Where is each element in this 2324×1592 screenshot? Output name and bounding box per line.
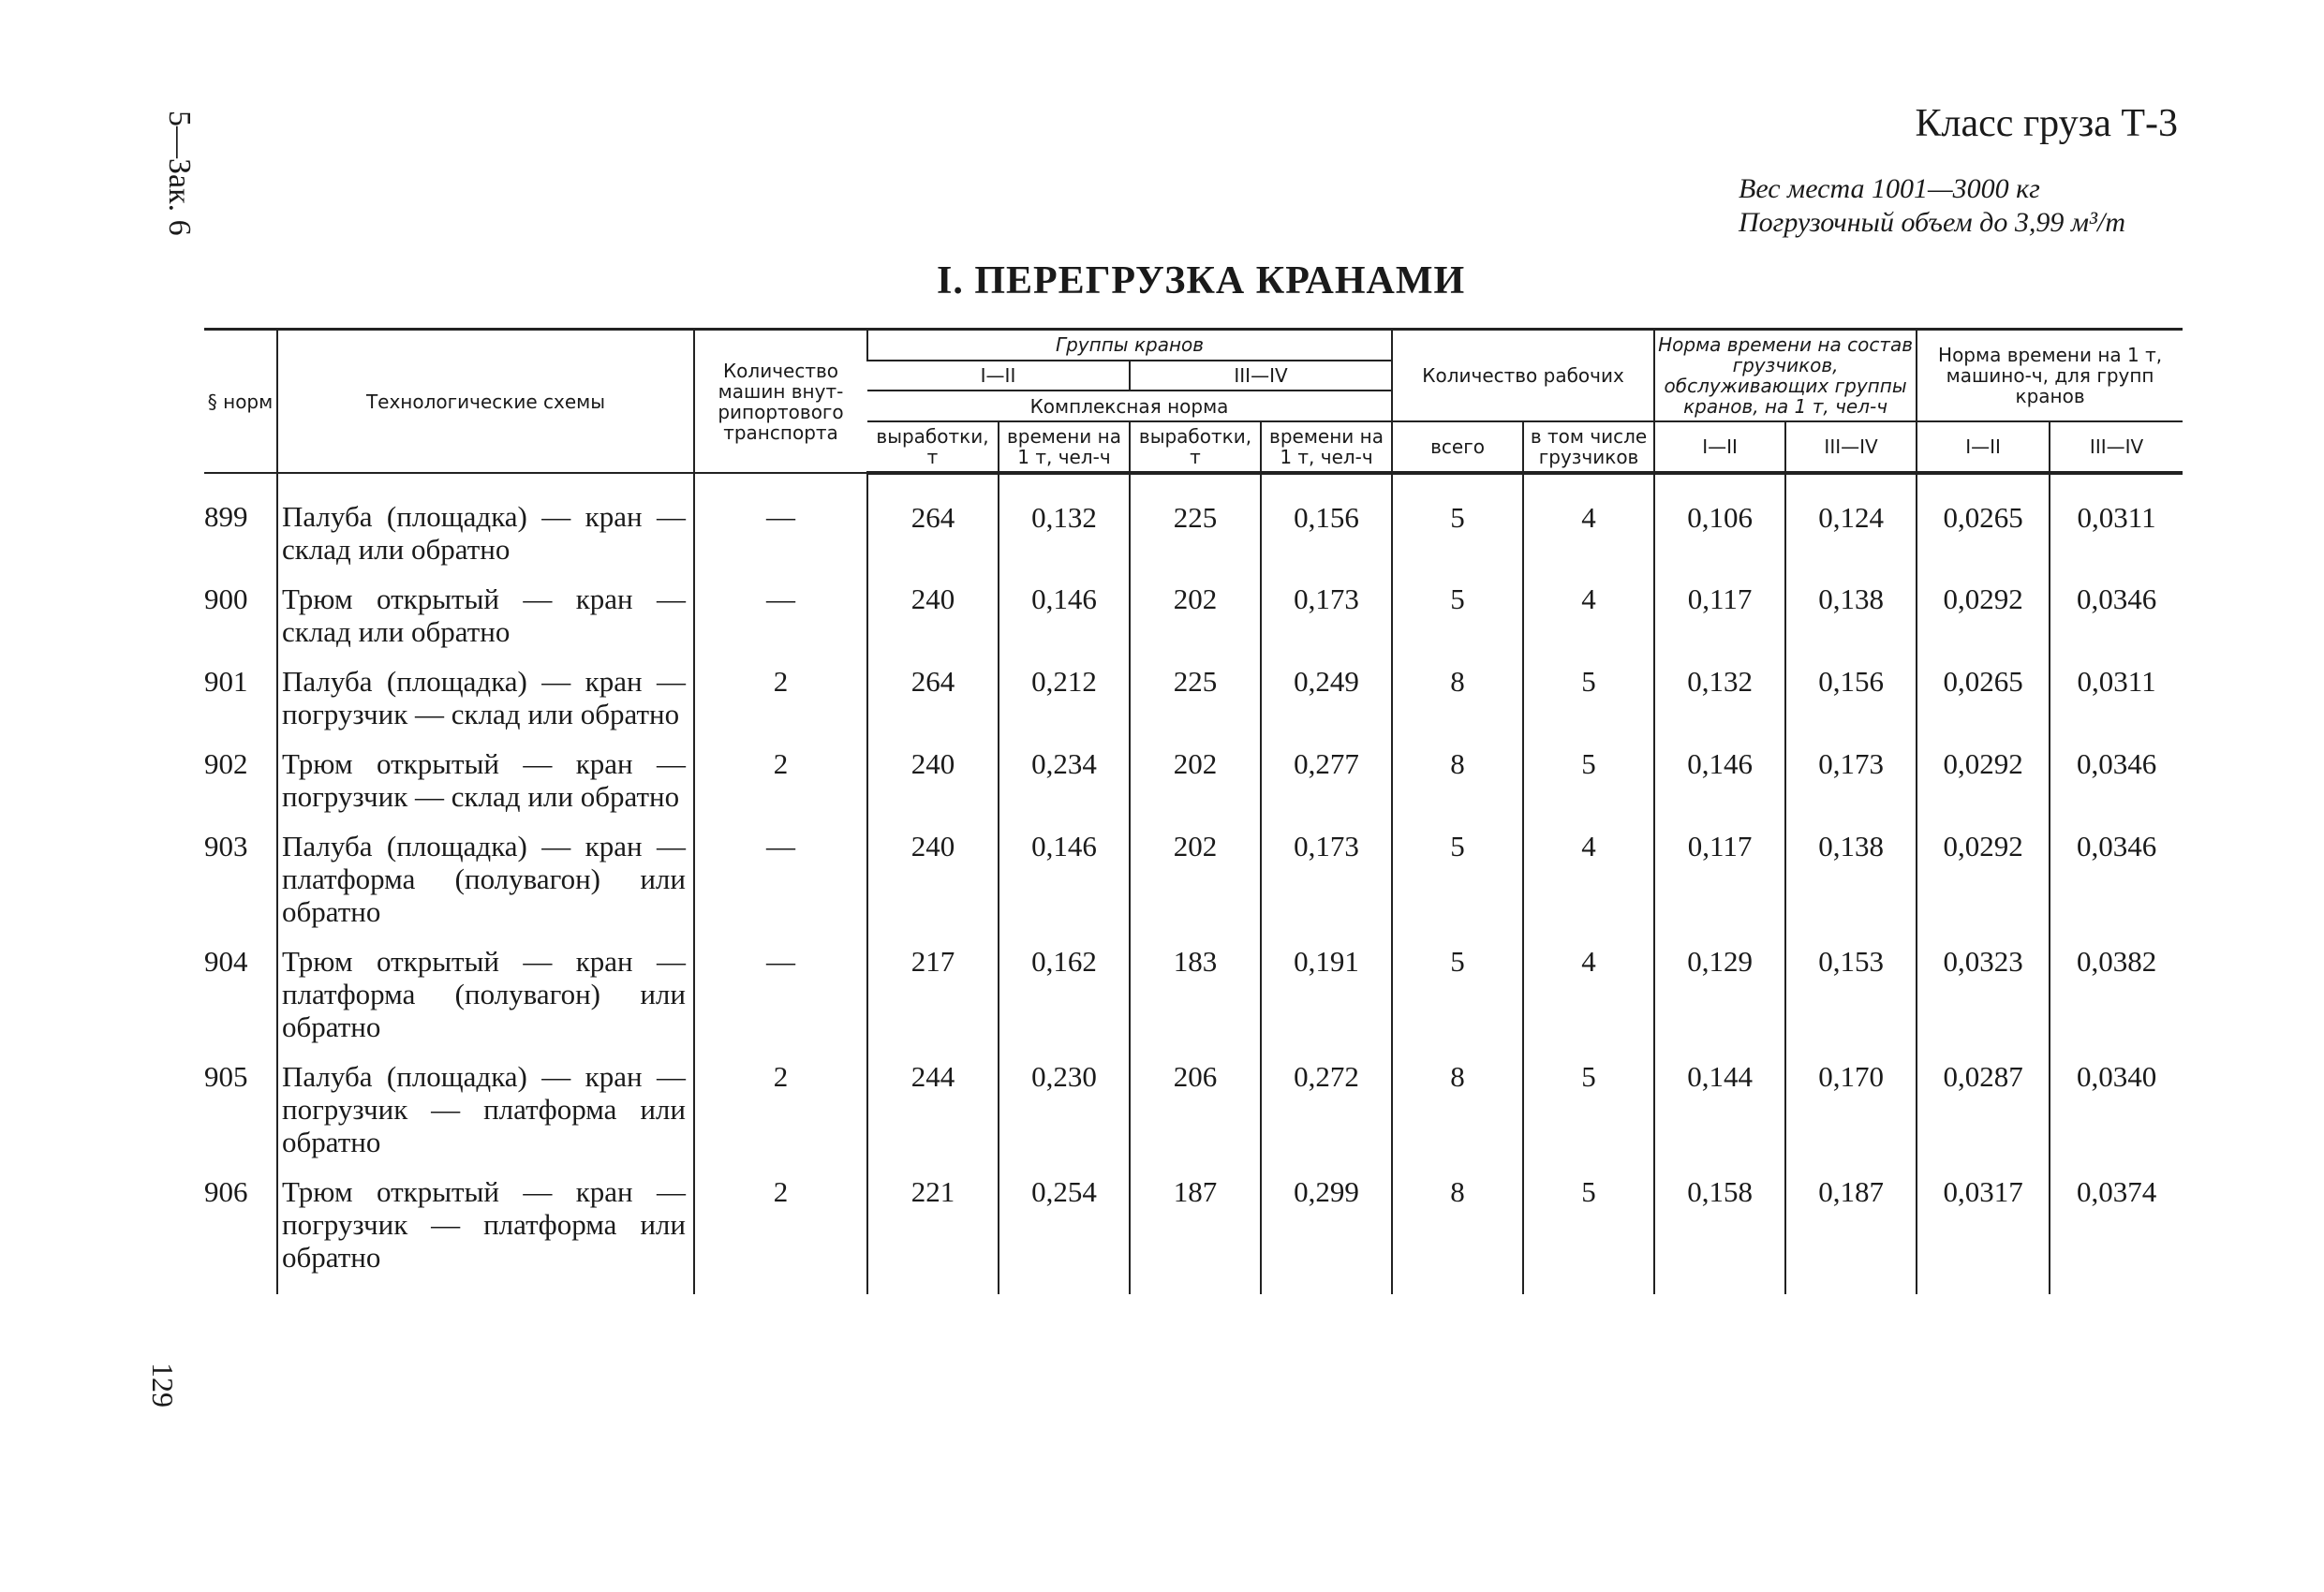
- cell-workers-loaders: 5: [1523, 730, 1654, 813]
- cell-workers-loaders: 5: [1523, 1043, 1654, 1158]
- cell-workers-total: 5: [1392, 566, 1523, 648]
- cell-scheme: Трюм открытый — кран — платформа (полувагон) или обратно: [277, 928, 694, 1043]
- cell-loaders-norm-1-2: 0,106: [1654, 473, 1785, 566]
- cell-norm-number: 904: [204, 945, 248, 978]
- cell-loaders-norm-1-2: 0,146: [1654, 730, 1785, 813]
- cell-machines: 2: [694, 648, 867, 730]
- cell-time-1-2: 0,212: [999, 648, 1130, 730]
- cell-machines: 2: [694, 1158, 867, 1294]
- cell-machine-norm-3-4: 0,0374: [2050, 1158, 2183, 1294]
- cell-output-1-2: 217: [867, 928, 999, 1043]
- cell-machines: —: [694, 566, 867, 648]
- cell-loaders-norm-1-2: 0,117: [1654, 813, 1785, 928]
- cell-workers-total: 8: [1392, 730, 1523, 813]
- table-row: [204, 1043, 2183, 1158]
- cell-norm-number: 901: [204, 665, 248, 698]
- cargo-class-title: Класс груза Т-3: [1915, 102, 2178, 145]
- cell-machine-norm-1-2: 0,0323: [1917, 928, 2050, 1043]
- cell-loaders-norm-1-2: 0,129: [1654, 928, 1785, 1043]
- cell-machines: —: [694, 813, 867, 928]
- header-crane-groups: Группы кранов: [867, 330, 1392, 361]
- header-complex-norm: Комплексная норма: [867, 391, 1392, 421]
- cell-output-1-2: 240: [867, 566, 999, 648]
- cell-output-3-4: 225: [1130, 648, 1261, 730]
- cell-loaders-norm-3-4: 0,187: [1785, 1158, 1917, 1294]
- cell-output-1-2: 264: [867, 648, 999, 730]
- table-header: [204, 330, 2183, 474]
- cell-workers-loaders: 4: [1523, 928, 1654, 1043]
- cell-machine-norm-3-4: 0,0346: [2050, 813, 2183, 928]
- cell-norm-number: 903: [204, 830, 248, 862]
- cargo-weight: Вес места 1001—3000 кг: [1739, 173, 2040, 204]
- cell-time-1-2: 0,254: [999, 1158, 1130, 1294]
- cell-output-3-4: 202: [1130, 730, 1261, 813]
- header-time-1: времени на 1 т, чел-ч: [999, 421, 1130, 473]
- cell-time-3-4: 0,156: [1261, 473, 1392, 566]
- cell-machines: —: [694, 928, 867, 1043]
- cell-time-3-4: 0,277: [1261, 730, 1392, 813]
- cell-output-3-4: 183: [1130, 928, 1261, 1043]
- cell-machine-norm-3-4: 0,0346: [2050, 566, 2183, 648]
- table-row: [204, 648, 2183, 730]
- cell-machine-norm-1-2: 0,0317: [1917, 1158, 2050, 1294]
- cell-machine-norm-1-2: 0,0265: [1917, 473, 2050, 566]
- cell-output-3-4: 202: [1130, 813, 1261, 928]
- cell-time-3-4: 0,272: [1261, 1043, 1392, 1158]
- cell-output-1-2: 221: [867, 1158, 999, 1294]
- cell-loaders-norm-3-4: 0,173: [1785, 730, 1917, 813]
- cell-machine-norm-1-2: 0,0292: [1917, 566, 2050, 648]
- norms-table: [204, 328, 2183, 1294]
- cell-loaders-norm-3-4: 0,156: [1785, 648, 1917, 730]
- cell-workers-total: 8: [1392, 648, 1523, 730]
- table-row: [204, 813, 2183, 928]
- cell-machine-norm-3-4: 0,0382: [2050, 928, 2183, 1043]
- cell-loaders-norm-1-2: 0,117: [1654, 566, 1785, 648]
- table-row: [204, 730, 2183, 813]
- cell-loaders-norm-3-4: 0,153: [1785, 928, 1917, 1043]
- cell-scheme: Палуба (площадка) — кран — склад или обратно: [277, 473, 694, 566]
- cell-workers-loaders: 4: [1523, 813, 1654, 928]
- header-machine-1-2: I—II: [1917, 421, 2050, 473]
- header-norm-loaders: Норма времени на состав грузчиков, обслуживающих группы кранов, на 1 т, чел-ч: [1654, 330, 1917, 422]
- header-group-3-4: III—IV: [1130, 361, 1392, 391]
- cell-machine-norm-1-2: 0,0287: [1917, 1043, 2050, 1158]
- cell-scheme: Трюм открытый — кран — погрузчик — платформа или обратно: [277, 1158, 694, 1294]
- cell-scheme: Трюм открытый — кран — склад или обратно: [277, 566, 694, 648]
- cell-time-1-2: 0,234: [999, 730, 1130, 813]
- cell-scheme: Палуба (площадка) — кран — платформа (полувагон) или обратно: [277, 813, 694, 928]
- header-loaders-3-4: III—IV: [1785, 421, 1917, 473]
- header-machine-3-4: III—IV: [2050, 421, 2183, 473]
- cell-norm-number: 902: [204, 747, 248, 780]
- cell-loaders-norm-3-4: 0,124: [1785, 473, 1917, 566]
- table-row: [204, 566, 2183, 648]
- cell-time-3-4: 0,173: [1261, 566, 1392, 648]
- cell-machines: —: [694, 473, 867, 566]
- header-output-1: выработки, т: [867, 421, 999, 473]
- cell-loaders-norm-3-4: 0,138: [1785, 566, 1917, 648]
- cell-norm-number: 899: [204, 500, 248, 533]
- cell-loaders-norm-1-2: 0,158: [1654, 1158, 1785, 1294]
- cell-workers-total: 8: [1392, 1043, 1523, 1158]
- header-schemes: Технологические схемы: [277, 330, 694, 474]
- cell-time-3-4: 0,299: [1261, 1158, 1392, 1294]
- cell-norm-number: 906: [204, 1175, 248, 1208]
- cell-machine-norm-3-4: 0,0346: [2050, 730, 2183, 813]
- table-body: [204, 473, 2183, 1294]
- table-row: [204, 473, 2183, 566]
- cargo-info: [1739, 172, 2125, 240]
- cell-output-3-4: 187: [1130, 1158, 1261, 1294]
- cell-machine-norm-1-2: 0,0292: [1917, 730, 2050, 813]
- cell-machine-norm-3-4: 0,0311: [2050, 648, 2183, 730]
- cell-workers-loaders: 4: [1523, 566, 1654, 648]
- cell-time-3-4: 0,249: [1261, 648, 1392, 730]
- cell-machines: 2: [694, 1043, 867, 1158]
- cell-machine-norm-3-4: 0,0311: [2050, 473, 2183, 566]
- cell-workers-loaders: 4: [1523, 473, 1654, 566]
- cell-workers-loaders: 5: [1523, 1158, 1654, 1294]
- cell-loaders-norm-1-2: 0,132: [1654, 648, 1785, 730]
- cell-time-1-2: 0,162: [999, 928, 1130, 1043]
- cell-time-1-2: 0,132: [999, 473, 1130, 566]
- cell-time-1-2: 0,146: [999, 566, 1130, 648]
- header-output-2: выработки, т: [1130, 421, 1261, 473]
- header-time-2: времени на 1 т, чел-ч: [1261, 421, 1392, 473]
- cell-scheme: Палуба (площадка) — кран — погрузчик — склад или обратно: [277, 648, 694, 730]
- header-loaders-1-2: I—II: [1654, 421, 1785, 473]
- cell-time-1-2: 0,146: [999, 813, 1130, 928]
- cell-machine-norm-1-2: 0,0265: [1917, 648, 2050, 730]
- table-row: [204, 928, 2183, 1043]
- cell-loaders-norm-1-2: 0,144: [1654, 1043, 1785, 1158]
- cell-machine-norm-3-4: 0,0340: [2050, 1043, 2183, 1158]
- header-machines: Количество машин внут-рипортового транспорта: [694, 330, 867, 474]
- cell-scheme: Трюм открытый — кран — погрузчик — склад или обратно: [277, 730, 694, 813]
- cell-workers-total: 8: [1392, 1158, 1523, 1294]
- header-workers: Количество рабочих: [1392, 330, 1654, 422]
- table-row: [204, 1158, 2183, 1294]
- page-number: 129: [146, 1363, 180, 1408]
- cell-machines: 2: [694, 730, 867, 813]
- cell-output-1-2: 244: [867, 1043, 999, 1158]
- cell-output-1-2: 240: [867, 813, 999, 928]
- section-title: I. ПЕРЕГРУЗКА КРАНАМИ: [937, 259, 1466, 302]
- cell-output-1-2: 264: [867, 473, 999, 566]
- cell-output-1-2: 240: [867, 730, 999, 813]
- header-group-1-2: I—II: [867, 361, 1130, 391]
- cell-workers-total: 5: [1392, 813, 1523, 928]
- header-workers-total: всего: [1392, 421, 1523, 473]
- side-note: 5—Зак. 6: [162, 111, 197, 236]
- cell-loaders-norm-3-4: 0,138: [1785, 813, 1917, 928]
- cell-scheme: Палуба (площадка) — кран — погрузчик — платформа или обратно: [277, 1043, 694, 1158]
- cell-time-3-4: 0,173: [1261, 813, 1392, 928]
- cell-time-3-4: 0,191: [1261, 928, 1392, 1043]
- cell-machine-norm-1-2: 0,0292: [1917, 813, 2050, 928]
- header-workers-loaders: в том числе грузчиков: [1523, 421, 1654, 473]
- cell-workers-total: 5: [1392, 473, 1523, 566]
- cargo-volume: Погрузочный объем до 3,99 м³/т: [1739, 207, 2125, 238]
- cell-time-1-2: 0,230: [999, 1043, 1130, 1158]
- cell-workers-total: 5: [1392, 928, 1523, 1043]
- cell-output-3-4: 202: [1130, 566, 1261, 648]
- header-norm-machine: Норма времени на 1 т, машино-ч, для групп кранов: [1917, 330, 2183, 422]
- cell-loaders-norm-3-4: 0,170: [1785, 1043, 1917, 1158]
- cell-output-3-4: 206: [1130, 1043, 1261, 1158]
- cell-workers-loaders: 5: [1523, 648, 1654, 730]
- cell-norm-number: 900: [204, 582, 248, 615]
- cell-output-3-4: 225: [1130, 473, 1261, 566]
- header-norm-number: § норм: [204, 330, 277, 474]
- cell-norm-number: 905: [204, 1060, 248, 1093]
